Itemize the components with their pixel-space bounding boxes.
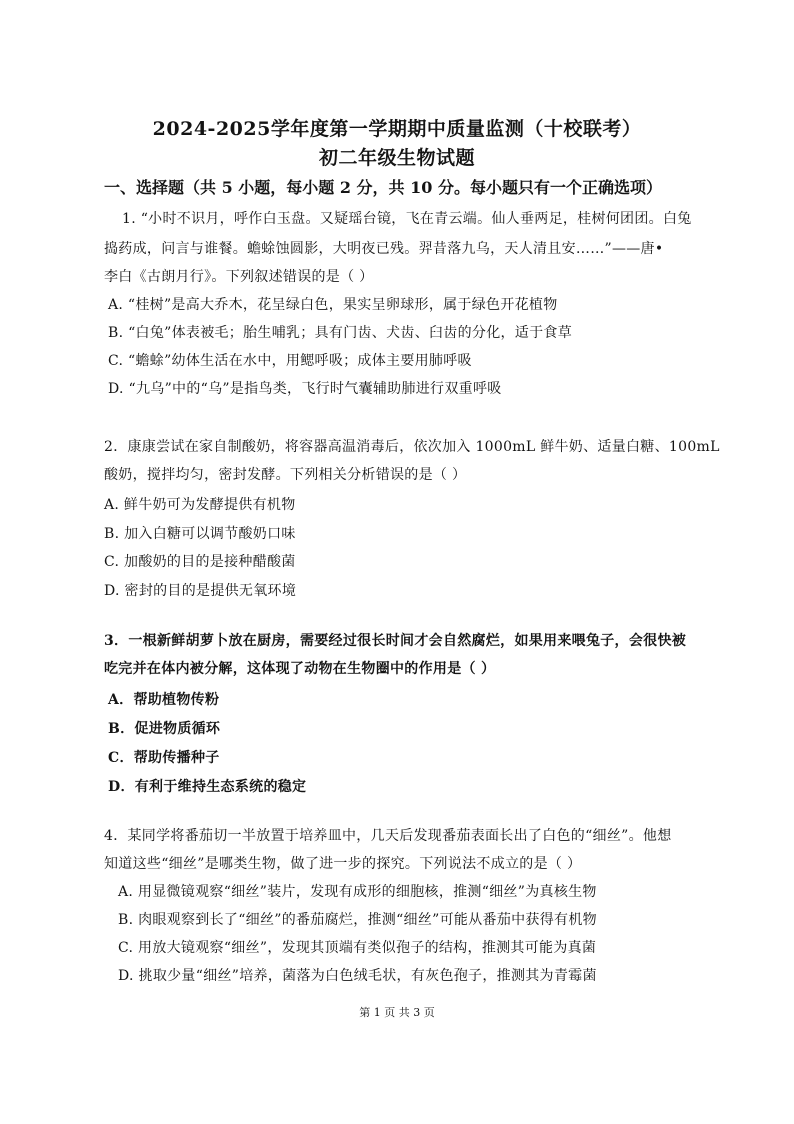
question-4-option-a: A. 用显微镜观察“细丝”装片，发现有成形的细胞核，推测“细丝”为真核生物 xyxy=(118,884,597,900)
question-4-option-c: C. 用放大镜观察“细丝”，发现其顶端有类似孢子的结构，推测其可能为真菌 xyxy=(118,940,597,956)
question-2-option-d: D. 密封的目的是提供无氧环境 xyxy=(104,583,297,599)
question-4-stem-line-2: 知道这些“细丝”是哪类生物，做了进一步的探究。下列说法不成立的是（ ） xyxy=(104,856,582,872)
question-3-stem-line-2: 吃完并在体内被分解，这体现了动物在生物圈中的作用是（ ） xyxy=(104,661,496,677)
section-heading: 一、选择题（共 5 小题，每小题 2 分，共 10 分。每小题只有一个正确选项） xyxy=(104,178,662,197)
exam-title: 2024-2025学年度第一学期期中质量监测（十校联考） xyxy=(152,118,642,140)
question-1-option-d: D. “九乌”中的“乌”是指鸟类，飞行时气囊辅助肺进行双重呼吸 xyxy=(108,381,502,397)
question-1-option-b: B. “白兔”体表被毛；胎生哺乳；具有门齿、犬齿、臼齿的分化，适于食草 xyxy=(108,325,573,341)
question-2-option-b: B. 加入白糖可以调节酸奶口味 xyxy=(104,526,296,542)
question-2-option-c: C. 加酸奶的目的是接种醋酸菌 xyxy=(104,554,296,570)
question-2-stem-line-2: 酸奶，搅拌均匀，密封发酵。下列相关分析错误的是（ ） xyxy=(104,467,467,483)
question-3-option-d: D．有利于维持生态系统的稳定 xyxy=(108,779,307,795)
exam-subtitle: 初二年级生物试题 xyxy=(318,147,475,169)
question-1-stem-line-3: 李白《古朗月行》。下列叙述错误的是（ ） xyxy=(104,269,374,285)
question-2-option-a: A. 鲜牛奶可为发酵提供有机物 xyxy=(104,497,296,513)
question-1-stem-line-1: 1. “小时不识月，呼作白玉盘。又疑瑶台镜，飞在青云端。仙人垂两足，桂树何团团。白兔 xyxy=(122,211,692,227)
question-4-option-b: B. 肉眼观察到长了“细丝”的番茄腐烂，推测“细丝”可能从番茄中获得有机物 xyxy=(118,912,597,928)
question-1-stem-line-2: 捣药成，问言与谁餐。蟾蜍蚀圆影，大明夜已残。羿昔落九乌，天人清且安……”——唐• xyxy=(104,241,664,257)
question-3-stem-line-1: 3．一根新鲜胡萝卜放在厨房，需要经过很长时间才会自然腐烂，如果用来喂兔子，会很快被 xyxy=(104,633,687,649)
question-4-option-d: D. 挑取少量“细丝”培养，菌落为白色绒毛状，有灰色孢子，推测其为青霉菌 xyxy=(118,968,597,984)
question-3-option-c: C．帮助传播种子 xyxy=(108,750,220,766)
question-1-option-a: A. “桂树”是高大乔木，花呈绿白色，果实呈卵球形，属于绿色开花植物 xyxy=(108,297,558,313)
question-3-option-b: B．促进物质循环 xyxy=(108,721,221,737)
question-1-option-c: C. “蟾蜍”幼体生活在水中，用鳃呼吸；成体主要用肺呼吸 xyxy=(108,353,472,369)
question-4-stem-line-1: 4．某同学将番茄切一半放置于培养皿中，几天后发现番茄表面长出了白色的“细丝”。他想 xyxy=(104,828,672,844)
page-number: 第 1 页 共 3 页 xyxy=(359,1006,435,1019)
question-2-stem-line-1: 2．康康尝试在家自制酸奶，将容器高温消毒后，依次加入 1000mL 鲜牛奶、适量白糖、100mL xyxy=(104,439,720,455)
question-3-option-a: A．帮助植物传粉 xyxy=(108,692,220,708)
